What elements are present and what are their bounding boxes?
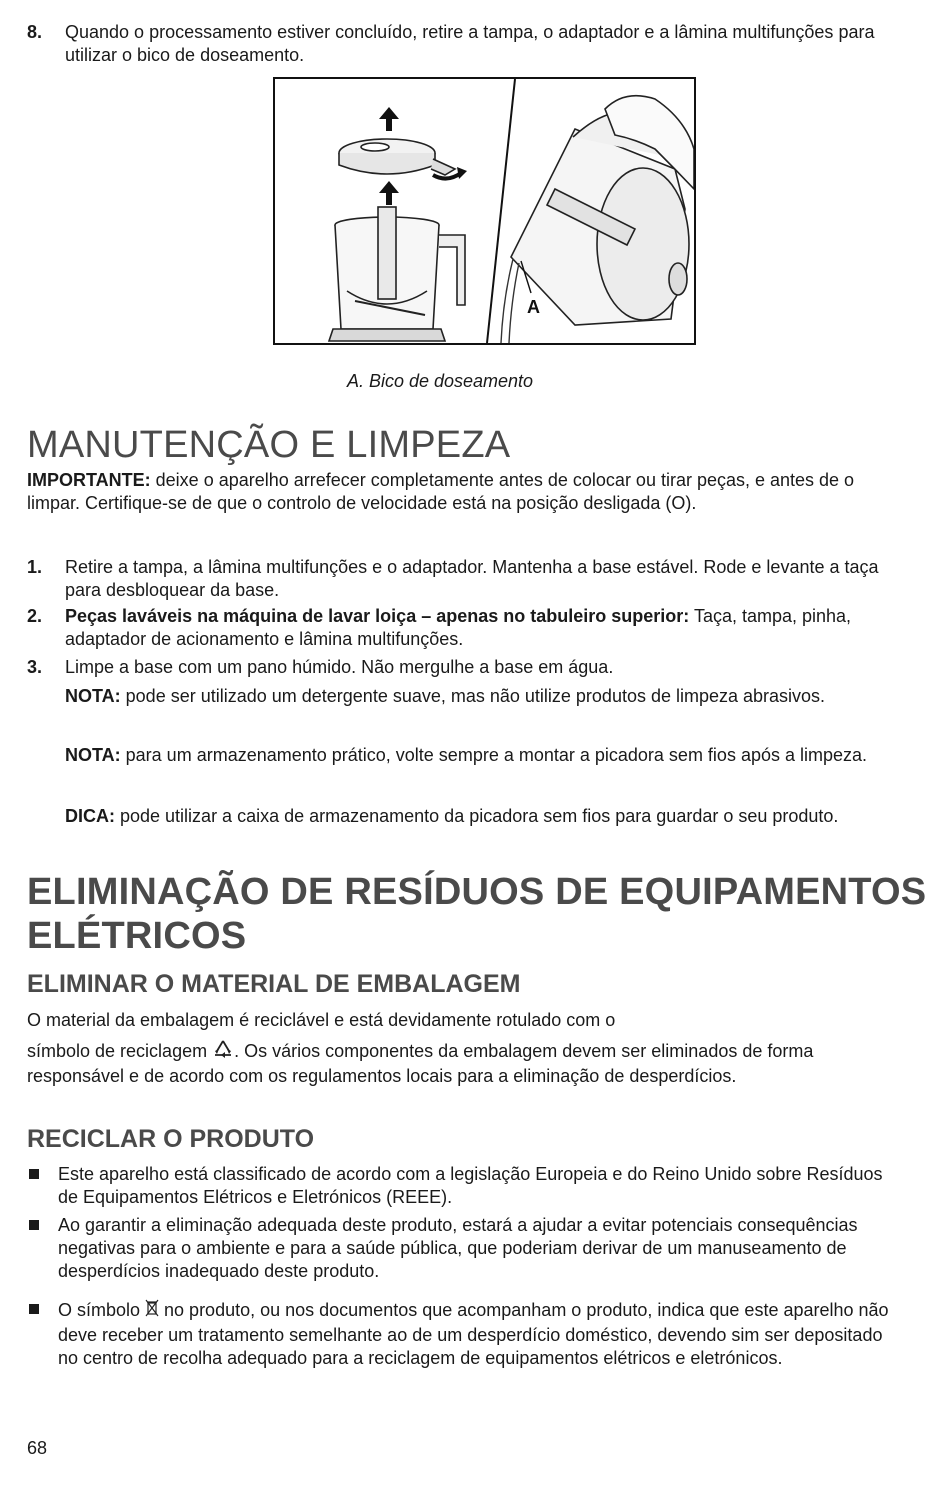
bullet-item [27, 1163, 907, 1209]
bullet-text: Este aparelho está classificado de acordo com a legislação Europeia e do Reino Unido sobre Resíduos de Equipamentos Elétricos e Eletrónicos (REEE). [58, 1164, 883, 1207]
important-paragraph [27, 469, 907, 515]
bullet-item [27, 1214, 907, 1283]
step-text: Limpe a base com um pano húmido. Não mergulhe a base em água. [65, 657, 614, 677]
figure-caption: A. Bico de doseamento [346, 371, 534, 391]
recycle-product-heading: RECICLAR O PRODUTO [27, 1125, 315, 1153]
lid-drawing [339, 139, 455, 175]
page-number: 68 [27, 1438, 48, 1458]
packaging-heading: ELIMINAR O MATERIAL DE EMBALAGEM [27, 970, 521, 998]
step-8 [27, 21, 907, 67]
bullet-item [27, 1298, 907, 1370]
packaging-line-1: O material da embalagem é reciclável e está devidamente rotulado com o [27, 1010, 616, 1030]
tip-text: pode utilizar a caixa de armazenamento da picadora sem fios para guardar o seu produto. [115, 806, 839, 826]
note-label: NOTA: [65, 686, 121, 706]
note-text: pode ser utilizado um detergente suave, mas não utilize produtos de limpeza abrasivos. [120, 686, 826, 706]
disposal-heading-line1: ELIMINAÇÃO DE RESÍDUOS DE EQUIPAMENTOS [27, 871, 927, 913]
bullet-square-icon [29, 1169, 39, 1179]
step-text: Retire a tampa, a lâmina multifunções e o adaptador. Mantenha a base estável. Rode e levante a taça para desbloquear da base. [65, 557, 879, 600]
step-number: 3. [27, 657, 43, 677]
tip [65, 805, 910, 828]
note-1 [65, 685, 910, 708]
step-number: 2. [27, 606, 43, 626]
packaging-paragraph: símbolo de reciclagem . Os vários componentes da embalagem devem ser eliminados de forma responsável e de acordo com os regulamentos locais para a eliminação de desperdícios. [27, 1041, 814, 1086]
callout-label-a: A [527, 297, 540, 317]
important-text: deixe o aparelho arrefecer completamente antes de colocar ou tirar peças, e antes de o limpar. Certifique-se de que o controlo de velocidade está na posição desligada (O). [27, 470, 855, 513]
step-number: 1. [27, 557, 43, 577]
step-bold-text: Peças laváveis na máquina de lavar loiça – apenas no tabuleiro superior: [65, 606, 690, 626]
note-text: para um armazenamento prático, volte sempre a montar a picadora sem fios após a limpeza. [120, 745, 868, 765]
bullet-text: O símbolo no produto, ou nos documentos que acompanham o produto, indica que este aparelho não deve receber um tratamento semelhante ao de um desperdício doméstico, devendo sim ser depositado no centro de recolha adequado para a reciclagem de equipamentos elétricos e eletrónicos. [58, 1300, 889, 1368]
maintenance-heading: MANUTENÇÃO E LIMPEZA [27, 424, 511, 466]
recycle-icon [212, 1039, 234, 1065]
maintenance-step-3 [27, 656, 907, 679]
step-number: 8. [27, 22, 43, 42]
note-label: NOTA: [65, 745, 121, 765]
step-text: Quando o processamento estiver concluído, retire a tampa, o adaptador e a lâmina multifunções para utilizar o bico de doseamento. [65, 22, 875, 65]
bowl-drawing [329, 207, 465, 341]
important-label: IMPORTANTE: [27, 470, 151, 490]
weee-bin-icon [145, 1298, 159, 1324]
chopper-illustration [273, 77, 696, 345]
bullet-square-icon [29, 1304, 39, 1314]
bullet-square-icon [29, 1220, 39, 1230]
maintenance-step-2 [27, 605, 907, 651]
tip-label: DICA: [65, 806, 115, 826]
chopper-diagram-svg [275, 79, 694, 343]
disposal-heading-line2: ELÉTRICOS [27, 915, 247, 957]
maintenance-step-1 [27, 556, 907, 602]
step-text: Peças laváveis na máquina de lavar loiça – apenas no tabuleiro superior: Taça, tampa, pinha, adaptador de acionamento e lâmina multifunções. [65, 606, 852, 649]
bullet-text: Ao garantir a eliminação adequada deste produto, estará a ajudar a evitar potenciais consequências negativas para o ambiente e para a saúde pública, que poderiam derivar de um manuseamento de desperdícios inadequado deste produto. [58, 1215, 858, 1281]
note-2 [65, 744, 910, 767]
